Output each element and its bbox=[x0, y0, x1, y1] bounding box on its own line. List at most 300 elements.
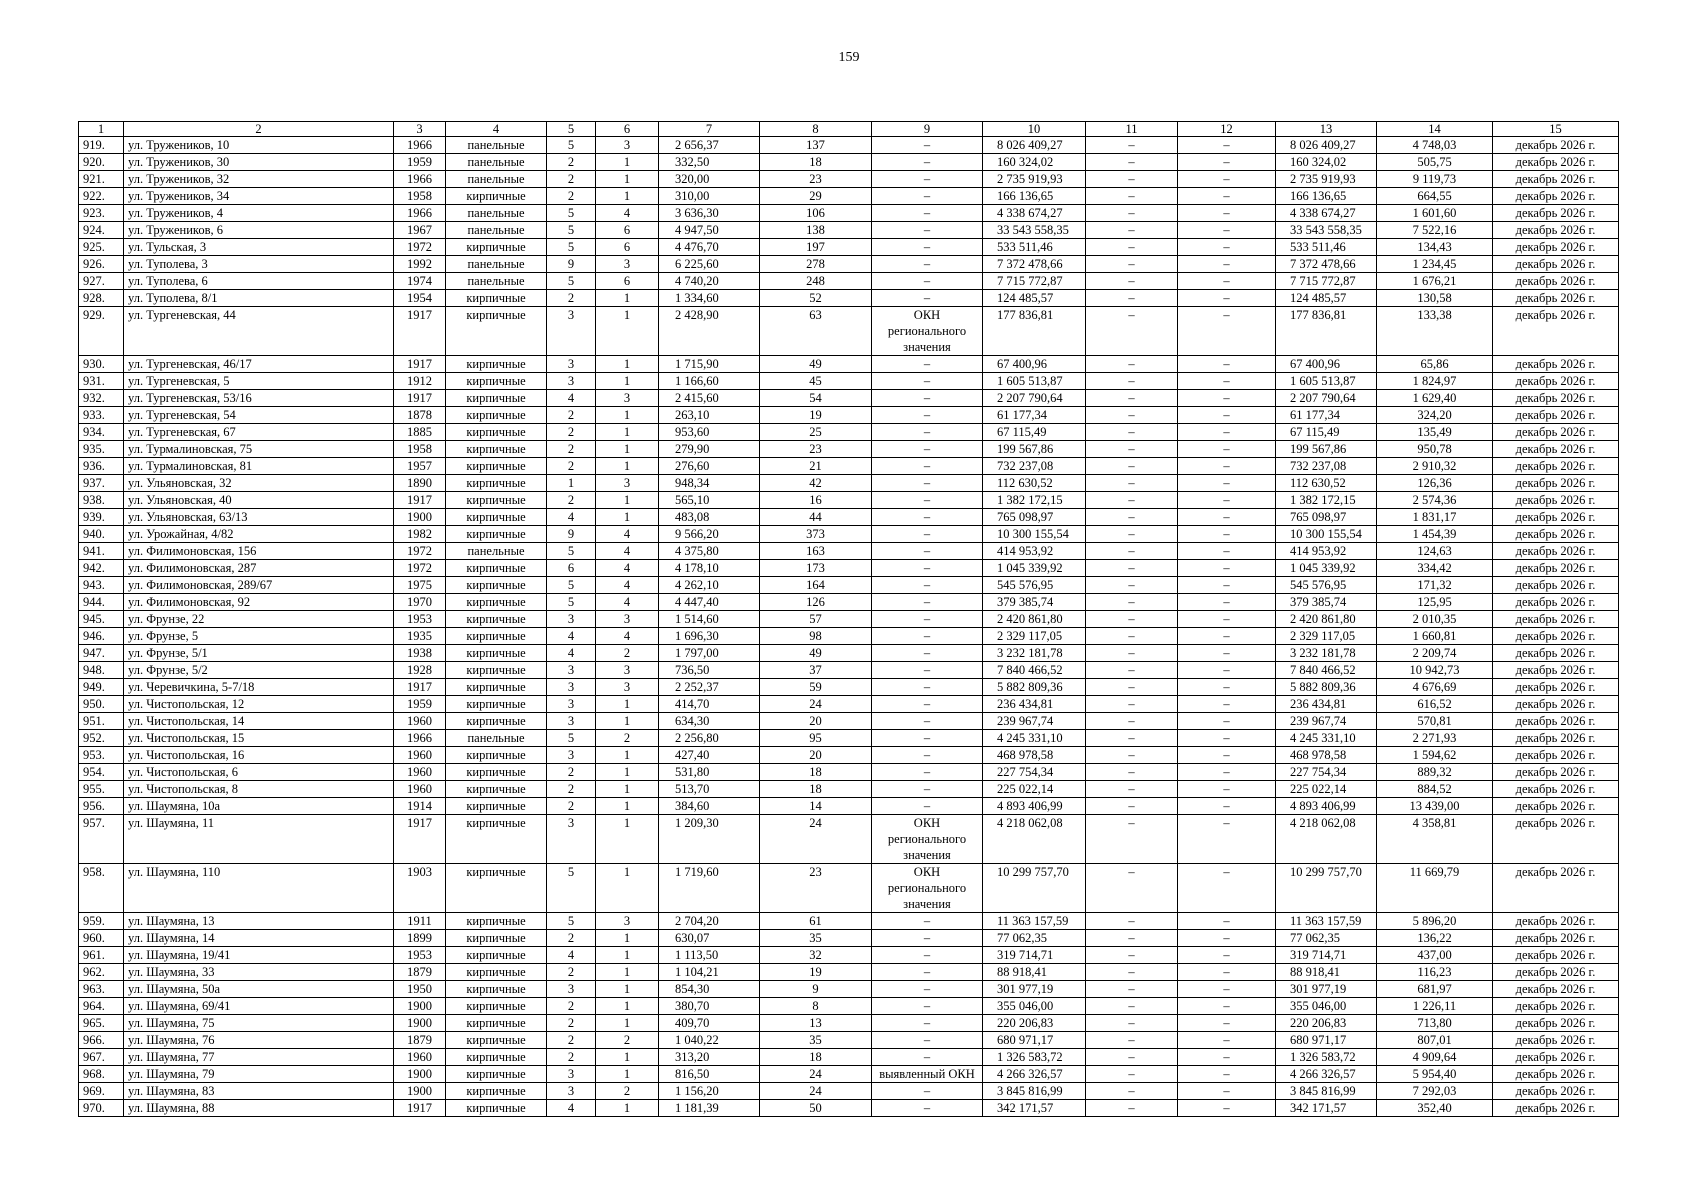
cell-cost-col-12: – bbox=[1178, 713, 1276, 730]
cell-address: ул. Шаумяна, 77 bbox=[124, 1049, 394, 1066]
cell-total-area: 1 334,60 bbox=[659, 290, 760, 307]
table-row bbox=[79, 930, 1619, 947]
cell-cost-total: 227 754,34 bbox=[983, 764, 1086, 781]
table-row bbox=[79, 998, 1619, 1015]
cell-cost-col-13: 4 266 326,57 bbox=[1276, 1066, 1377, 1083]
cell-cost-col-13: 2 329 117,05 bbox=[1276, 628, 1377, 645]
cell-address: ул. Чистопольская, 8 bbox=[124, 781, 394, 798]
cell-total-area: 1 715,90 bbox=[659, 356, 760, 373]
cell-heritage-status: – bbox=[872, 492, 983, 509]
cell-cost-col-13: 61 177,34 bbox=[1276, 407, 1377, 424]
cell-cost-col-13: 7 840 466,52 bbox=[1276, 662, 1377, 679]
cell-address: ул. Шаумяна, 11 bbox=[124, 815, 394, 864]
cell-cost-col-12: – bbox=[1178, 407, 1276, 424]
cell-cost-col-11: – bbox=[1086, 628, 1178, 645]
cell-entrances: 1 bbox=[596, 798, 659, 815]
table-row bbox=[79, 781, 1619, 798]
cell-total-area: 320,00 bbox=[659, 171, 760, 188]
cell-row-number: 937. bbox=[79, 475, 124, 492]
cell-deadline: декабрь 2026 г. bbox=[1493, 290, 1619, 307]
cell-entrances: 1 bbox=[596, 764, 659, 781]
cell-heritage-status: – bbox=[872, 981, 983, 998]
cell-address: ул. Филимоновская, 156 bbox=[124, 543, 394, 560]
cell-cost-col-11: – bbox=[1086, 1100, 1178, 1117]
cell-cost-col-11: – bbox=[1086, 1049, 1178, 1066]
cell-cost-col-12: – bbox=[1178, 696, 1276, 713]
cell-entrances: 1 bbox=[596, 930, 659, 947]
cell-cost-col-12: – bbox=[1178, 273, 1276, 290]
cell-cost-total: 3 845 816,99 bbox=[983, 1083, 1086, 1100]
cell-floors: 3 bbox=[547, 1083, 596, 1100]
cell-heritage-status: – bbox=[872, 543, 983, 560]
cell-cost-col-12: – bbox=[1178, 594, 1276, 611]
cell-floors: 3 bbox=[547, 662, 596, 679]
cell-year-built: 1975 bbox=[394, 577, 446, 594]
cell-entrances: 1 bbox=[596, 747, 659, 764]
cell-cost-per-sqm: 9 119,73 bbox=[1377, 171, 1493, 188]
cell-cost-col-12: – bbox=[1178, 679, 1276, 696]
cell-wall-material: панельные bbox=[446, 256, 547, 273]
cell-total-area: 513,70 bbox=[659, 781, 760, 798]
cell-cost-col-12: – bbox=[1178, 628, 1276, 645]
cell-total-area: 630,07 bbox=[659, 930, 760, 947]
table-row bbox=[79, 390, 1619, 407]
cell-cost-col-11: – bbox=[1086, 222, 1178, 239]
cell-entrances: 1 bbox=[596, 1049, 659, 1066]
cell-cost-per-sqm: 2 271,93 bbox=[1377, 730, 1493, 747]
cell-residents: 164 bbox=[760, 577, 872, 594]
cell-cost-col-11: – bbox=[1086, 964, 1178, 981]
cell-address: ул. Шаумяна, 75 bbox=[124, 1015, 394, 1032]
cell-address: ул. Тружеников, 32 bbox=[124, 171, 394, 188]
cell-cost-per-sqm: 133,38 bbox=[1377, 307, 1493, 356]
cell-cost-per-sqm: 125,95 bbox=[1377, 594, 1493, 611]
cell-year-built: 1914 bbox=[394, 798, 446, 815]
cell-entrances: 1 bbox=[596, 1100, 659, 1117]
cell-cost-col-12: – bbox=[1178, 998, 1276, 1015]
cell-total-area: 816,50 bbox=[659, 1066, 760, 1083]
cell-year-built: 1900 bbox=[394, 1015, 446, 1032]
cell-cost-per-sqm: 2 910,32 bbox=[1377, 458, 1493, 475]
cell-cost-col-13: 10 300 155,54 bbox=[1276, 526, 1377, 543]
cell-address: ул. Чистопольская, 15 bbox=[124, 730, 394, 747]
cell-address: ул. Шаумяна, 10а bbox=[124, 798, 394, 815]
cell-residents: 8 bbox=[760, 998, 872, 1015]
cell-heritage-status: – bbox=[872, 424, 983, 441]
cell-cost-per-sqm: 1 454,39 bbox=[1377, 526, 1493, 543]
cell-deadline: декабрь 2026 г. bbox=[1493, 594, 1619, 611]
cell-cost-per-sqm: 334,42 bbox=[1377, 560, 1493, 577]
cell-row-number: 957. bbox=[79, 815, 124, 864]
cell-wall-material: кирпичные bbox=[446, 407, 547, 424]
cell-entrances: 1 bbox=[596, 964, 659, 981]
cell-heritage-status: – bbox=[872, 662, 983, 679]
cell-cost-total: 319 714,71 bbox=[983, 947, 1086, 964]
cell-year-built: 1950 bbox=[394, 981, 446, 998]
cell-address: ул. Шаумяна, 110 bbox=[124, 864, 394, 913]
cell-total-area: 279,90 bbox=[659, 441, 760, 458]
cell-deadline: декабрь 2026 г. bbox=[1493, 913, 1619, 930]
cell-row-number: 948. bbox=[79, 662, 124, 679]
cell-cost-col-13: 2 420 861,80 bbox=[1276, 611, 1377, 628]
cell-cost-col-12: – bbox=[1178, 747, 1276, 764]
cell-wall-material: кирпичные bbox=[446, 239, 547, 256]
cell-floors: 4 bbox=[547, 509, 596, 526]
table-row bbox=[79, 730, 1619, 747]
cell-cost-total: 67 400,96 bbox=[983, 356, 1086, 373]
cell-wall-material: кирпичные bbox=[446, 390, 547, 407]
cell-cost-per-sqm: 11 669,79 bbox=[1377, 864, 1493, 913]
cell-wall-material: кирпичные bbox=[446, 998, 547, 1015]
cell-deadline: декабрь 2026 г. bbox=[1493, 407, 1619, 424]
table-body bbox=[79, 137, 1619, 1117]
cell-heritage-status: – bbox=[872, 747, 983, 764]
cell-year-built: 1878 bbox=[394, 407, 446, 424]
table-row bbox=[79, 475, 1619, 492]
cell-deadline: декабрь 2026 г. bbox=[1493, 390, 1619, 407]
cell-entrances: 1 bbox=[596, 424, 659, 441]
cell-cost-total: 166 136,65 bbox=[983, 188, 1086, 205]
cell-cost-col-11: – bbox=[1086, 458, 1178, 475]
cell-floors: 5 bbox=[547, 913, 596, 930]
cell-cost-col-13: 765 098,97 bbox=[1276, 509, 1377, 526]
cell-cost-col-11: – bbox=[1086, 1066, 1178, 1083]
cell-year-built: 1966 bbox=[394, 171, 446, 188]
cell-floors: 3 bbox=[547, 1066, 596, 1083]
cell-entrances: 3 bbox=[596, 611, 659, 628]
cell-floors: 3 bbox=[547, 679, 596, 696]
cell-cost-total: 533 511,46 bbox=[983, 239, 1086, 256]
cell-wall-material: кирпичные bbox=[446, 594, 547, 611]
cell-cost-col-11: – bbox=[1086, 781, 1178, 798]
cell-year-built: 1928 bbox=[394, 662, 446, 679]
table-row bbox=[79, 492, 1619, 509]
table-row bbox=[79, 964, 1619, 981]
cell-cost-col-11: – bbox=[1086, 407, 1178, 424]
cell-cost-total: 4 266 326,57 bbox=[983, 1066, 1086, 1083]
cell-cost-col-13: 220 206,83 bbox=[1276, 1015, 1377, 1032]
cell-heritage-status: – bbox=[872, 611, 983, 628]
cell-total-area: 736,50 bbox=[659, 662, 760, 679]
cell-total-area: 9 566,20 bbox=[659, 526, 760, 543]
cell-floors: 2 bbox=[547, 171, 596, 188]
cell-wall-material: кирпичные bbox=[446, 713, 547, 730]
cell-residents: 24 bbox=[760, 1083, 872, 1100]
cell-cost-col-13: 4 893 406,99 bbox=[1276, 798, 1377, 815]
cell-total-area: 427,40 bbox=[659, 747, 760, 764]
page-number: 159 bbox=[838, 50, 860, 65]
cell-cost-total: 10 299 757,70 bbox=[983, 864, 1086, 913]
cell-floors: 4 bbox=[547, 645, 596, 662]
cell-cost-col-11: – bbox=[1086, 577, 1178, 594]
cell-address: ул. Филимоновская, 289/67 bbox=[124, 577, 394, 594]
cell-year-built: 1959 bbox=[394, 154, 446, 171]
cell-total-area: 953,60 bbox=[659, 424, 760, 441]
cell-total-area: 1 209,30 bbox=[659, 815, 760, 864]
cell-cost-per-sqm: 1 226,11 bbox=[1377, 998, 1493, 1015]
cell-year-built: 1917 bbox=[394, 307, 446, 356]
cell-cost-col-11: – bbox=[1086, 662, 1178, 679]
cell-address: ул. Фрунзе, 5/1 bbox=[124, 645, 394, 662]
cell-row-number: 935. bbox=[79, 441, 124, 458]
cell-residents: 42 bbox=[760, 475, 872, 492]
cell-residents: 20 bbox=[760, 713, 872, 730]
cell-year-built: 1917 bbox=[394, 356, 446, 373]
cell-cost-total: 301 977,19 bbox=[983, 981, 1086, 998]
cell-deadline: декабрь 2026 г. bbox=[1493, 798, 1619, 815]
cell-cost-per-sqm: 4 748,03 bbox=[1377, 137, 1493, 154]
cell-cost-total: 7 840 466,52 bbox=[983, 662, 1086, 679]
cell-entrances: 2 bbox=[596, 730, 659, 747]
cell-heritage-status: ОКН регионального значения bbox=[872, 307, 983, 356]
cell-cost-col-11: – bbox=[1086, 154, 1178, 171]
table-row bbox=[79, 645, 1619, 662]
table-row bbox=[79, 577, 1619, 594]
cell-wall-material: кирпичные bbox=[446, 913, 547, 930]
table-row bbox=[79, 696, 1619, 713]
cell-wall-material: панельные bbox=[446, 222, 547, 239]
cell-deadline: декабрь 2026 г. bbox=[1493, 930, 1619, 947]
cell-entrances: 1 bbox=[596, 458, 659, 475]
cell-cost-total: 732 237,08 bbox=[983, 458, 1086, 475]
cell-entrances: 1 bbox=[596, 998, 659, 1015]
cell-row-number: 970. bbox=[79, 1100, 124, 1117]
table-row bbox=[79, 424, 1619, 441]
cell-deadline: декабрь 2026 г. bbox=[1493, 441, 1619, 458]
cell-floors: 2 bbox=[547, 441, 596, 458]
cell-cost-per-sqm: 136,22 bbox=[1377, 930, 1493, 947]
cell-residents: 18 bbox=[760, 1049, 872, 1066]
table-row bbox=[79, 188, 1619, 205]
cell-cost-per-sqm: 4 676,69 bbox=[1377, 679, 1493, 696]
cell-wall-material: панельные bbox=[446, 273, 547, 290]
cell-cost-col-13: 88 918,41 bbox=[1276, 964, 1377, 981]
cell-row-number: 968. bbox=[79, 1066, 124, 1083]
cell-address: ул. Чистопольская, 6 bbox=[124, 764, 394, 781]
cell-residents: 63 bbox=[760, 307, 872, 356]
cell-deadline: декабрь 2026 г. bbox=[1493, 307, 1619, 356]
cell-cost-col-13: 239 967,74 bbox=[1276, 713, 1377, 730]
cell-cost-per-sqm: 950,78 bbox=[1377, 441, 1493, 458]
cell-deadline: декабрь 2026 г. bbox=[1493, 1032, 1619, 1049]
cell-residents: 23 bbox=[760, 864, 872, 913]
cell-wall-material: кирпичные bbox=[446, 526, 547, 543]
cell-entrances: 1 bbox=[596, 1066, 659, 1083]
cell-row-number: 964. bbox=[79, 998, 124, 1015]
cell-entrances: 1 bbox=[596, 509, 659, 526]
cell-residents: 25 bbox=[760, 424, 872, 441]
cell-floors: 2 bbox=[547, 781, 596, 798]
cell-deadline: декабрь 2026 г. bbox=[1493, 188, 1619, 205]
cell-year-built: 1957 bbox=[394, 458, 446, 475]
table-row bbox=[79, 273, 1619, 290]
cell-residents: 57 bbox=[760, 611, 872, 628]
cell-total-area: 2 428,90 bbox=[659, 307, 760, 356]
cell-cost-col-11: – bbox=[1086, 273, 1178, 290]
cell-wall-material: кирпичные bbox=[446, 764, 547, 781]
cell-floors: 2 bbox=[547, 1049, 596, 1066]
cell-cost-col-11: – bbox=[1086, 815, 1178, 864]
cell-year-built: 1972 bbox=[394, 543, 446, 560]
table-row bbox=[79, 373, 1619, 390]
column-header-6: 6 bbox=[596, 122, 659, 137]
cell-cost-col-13: 1 605 513,87 bbox=[1276, 373, 1377, 390]
cell-total-area: 3 636,30 bbox=[659, 205, 760, 222]
cell-total-area: 409,70 bbox=[659, 1015, 760, 1032]
cell-wall-material: панельные bbox=[446, 543, 547, 560]
cell-deadline: декабрь 2026 г. bbox=[1493, 1100, 1619, 1117]
cell-floors: 4 bbox=[547, 947, 596, 964]
cell-cost-col-11: – bbox=[1086, 256, 1178, 273]
cell-cost-col-13: 680 971,17 bbox=[1276, 1032, 1377, 1049]
cell-cost-per-sqm: 681,97 bbox=[1377, 981, 1493, 998]
cell-address: ул. Ульяновская, 40 bbox=[124, 492, 394, 509]
cell-cost-col-13: 124 485,57 bbox=[1276, 290, 1377, 307]
cell-row-number: 962. bbox=[79, 964, 124, 981]
table-row bbox=[79, 137, 1619, 154]
cell-address: ул. Тургеневская, 46/17 bbox=[124, 356, 394, 373]
cell-cost-total: 342 171,57 bbox=[983, 1100, 1086, 1117]
cell-address: ул. Шаумяна, 19/41 bbox=[124, 947, 394, 964]
cell-floors: 5 bbox=[547, 137, 596, 154]
cell-entrances: 1 bbox=[596, 407, 659, 424]
cell-cost-col-12: – bbox=[1178, 441, 1276, 458]
cell-cost-total: 2 207 790,64 bbox=[983, 390, 1086, 407]
cell-deadline: декабрь 2026 г. bbox=[1493, 645, 1619, 662]
column-header-9: 9 bbox=[872, 122, 983, 137]
cell-heritage-status: – bbox=[872, 1015, 983, 1032]
cell-row-number: 940. bbox=[79, 526, 124, 543]
cell-cost-col-12: – bbox=[1178, 913, 1276, 930]
cell-address: ул. Шаумяна, 69/41 bbox=[124, 998, 394, 1015]
cell-entrances: 2 bbox=[596, 1032, 659, 1049]
column-header-15: 15 bbox=[1493, 122, 1619, 137]
cell-cost-col-13: 166 136,65 bbox=[1276, 188, 1377, 205]
cell-cost-per-sqm: 7 292,03 bbox=[1377, 1083, 1493, 1100]
cell-entrances: 1 bbox=[596, 1015, 659, 1032]
cell-cost-col-11: – bbox=[1086, 998, 1178, 1015]
column-header-8: 8 bbox=[760, 122, 872, 137]
cell-floors: 5 bbox=[547, 239, 596, 256]
cell-row-number: 958. bbox=[79, 864, 124, 913]
cell-floors: 2 bbox=[547, 290, 596, 307]
cell-cost-total: 1 045 339,92 bbox=[983, 560, 1086, 577]
cell-heritage-status: – bbox=[872, 1049, 983, 1066]
cell-row-number: 960. bbox=[79, 930, 124, 947]
cell-heritage-status: – bbox=[872, 964, 983, 981]
cell-year-built: 1966 bbox=[394, 137, 446, 154]
cell-floors: 2 bbox=[547, 798, 596, 815]
cell-heritage-status: – bbox=[872, 273, 983, 290]
cell-deadline: декабрь 2026 г. bbox=[1493, 543, 1619, 560]
cell-heritage-status: – bbox=[872, 458, 983, 475]
cell-address: ул. Шаумяна, 88 bbox=[124, 1100, 394, 1117]
cell-residents: 49 bbox=[760, 356, 872, 373]
cell-floors: 5 bbox=[547, 594, 596, 611]
cell-cost-total: 88 918,41 bbox=[983, 964, 1086, 981]
cell-row-number: 941. bbox=[79, 543, 124, 560]
cell-cost-per-sqm: 664,55 bbox=[1377, 188, 1493, 205]
cell-cost-col-11: – bbox=[1086, 981, 1178, 998]
cell-floors: 4 bbox=[547, 628, 596, 645]
cell-heritage-status: – bbox=[872, 356, 983, 373]
cell-total-area: 948,34 bbox=[659, 475, 760, 492]
cell-residents: 9 bbox=[760, 981, 872, 998]
cell-cost-per-sqm: 4 909,64 bbox=[1377, 1049, 1493, 1066]
cell-entrances: 1 bbox=[596, 188, 659, 205]
cell-entrances: 4 bbox=[596, 526, 659, 543]
cell-wall-material: панельные bbox=[446, 205, 547, 222]
cell-deadline: декабрь 2026 г. bbox=[1493, 509, 1619, 526]
cell-cost-per-sqm: 713,80 bbox=[1377, 1015, 1493, 1032]
cell-year-built: 1958 bbox=[394, 188, 446, 205]
cell-cost-col-13: 342 171,57 bbox=[1276, 1100, 1377, 1117]
table-row bbox=[79, 560, 1619, 577]
cell-total-area: 634,30 bbox=[659, 713, 760, 730]
cell-residents: 19 bbox=[760, 964, 872, 981]
cell-year-built: 1966 bbox=[394, 205, 446, 222]
cell-address: ул. Шаумяна, 13 bbox=[124, 913, 394, 930]
cell-heritage-status: – bbox=[872, 913, 983, 930]
cell-total-area: 380,70 bbox=[659, 998, 760, 1015]
cell-year-built: 1960 bbox=[394, 1049, 446, 1066]
table-row bbox=[79, 913, 1619, 930]
cell-floors: 2 bbox=[547, 1015, 596, 1032]
cell-cost-col-11: – bbox=[1086, 764, 1178, 781]
cell-wall-material: кирпичные bbox=[446, 662, 547, 679]
cell-heritage-status: – bbox=[872, 171, 983, 188]
cell-total-area: 1 040,22 bbox=[659, 1032, 760, 1049]
cell-deadline: декабрь 2026 г. bbox=[1493, 1083, 1619, 1100]
cell-deadline: декабрь 2026 г. bbox=[1493, 981, 1619, 998]
cell-cost-total: 10 300 155,54 bbox=[983, 526, 1086, 543]
housing-table bbox=[78, 121, 1619, 1117]
cell-deadline: декабрь 2026 г. bbox=[1493, 1066, 1619, 1083]
cell-floors: 3 bbox=[547, 611, 596, 628]
cell-total-area: 1 104,21 bbox=[659, 964, 760, 981]
cell-entrances: 2 bbox=[596, 1083, 659, 1100]
cell-year-built: 1899 bbox=[394, 930, 446, 947]
cell-year-built: 1935 bbox=[394, 628, 446, 645]
cell-cost-per-sqm: 505,75 bbox=[1377, 154, 1493, 171]
cell-deadline: декабрь 2026 г. bbox=[1493, 492, 1619, 509]
cell-floors: 6 bbox=[547, 560, 596, 577]
cell-cost-total: 220 206,83 bbox=[983, 1015, 1086, 1032]
cell-cost-col-12: – bbox=[1178, 730, 1276, 747]
cell-total-area: 1 181,39 bbox=[659, 1100, 760, 1117]
cell-cost-col-11: – bbox=[1086, 864, 1178, 913]
cell-deadline: декабрь 2026 г. bbox=[1493, 713, 1619, 730]
cell-wall-material: кирпичные bbox=[446, 290, 547, 307]
cell-entrances: 3 bbox=[596, 662, 659, 679]
table-row bbox=[79, 356, 1619, 373]
cell-floors: 3 bbox=[547, 696, 596, 713]
cell-residents: 45 bbox=[760, 373, 872, 390]
cell-residents: 18 bbox=[760, 764, 872, 781]
cell-cost-col-12: – bbox=[1178, 1049, 1276, 1066]
cell-cost-total: 160 324,02 bbox=[983, 154, 1086, 171]
cell-row-number: 932. bbox=[79, 390, 124, 407]
cell-entrances: 3 bbox=[596, 390, 659, 407]
cell-row-number: 952. bbox=[79, 730, 124, 747]
cell-total-area: 483,08 bbox=[659, 509, 760, 526]
cell-row-number: 955. bbox=[79, 781, 124, 798]
cell-row-number: 919. bbox=[79, 137, 124, 154]
cell-cost-per-sqm: 437,00 bbox=[1377, 947, 1493, 964]
cell-residents: 21 bbox=[760, 458, 872, 475]
cell-address: ул. Филимоновская, 92 bbox=[124, 594, 394, 611]
cell-cost-per-sqm: 5 954,40 bbox=[1377, 1066, 1493, 1083]
